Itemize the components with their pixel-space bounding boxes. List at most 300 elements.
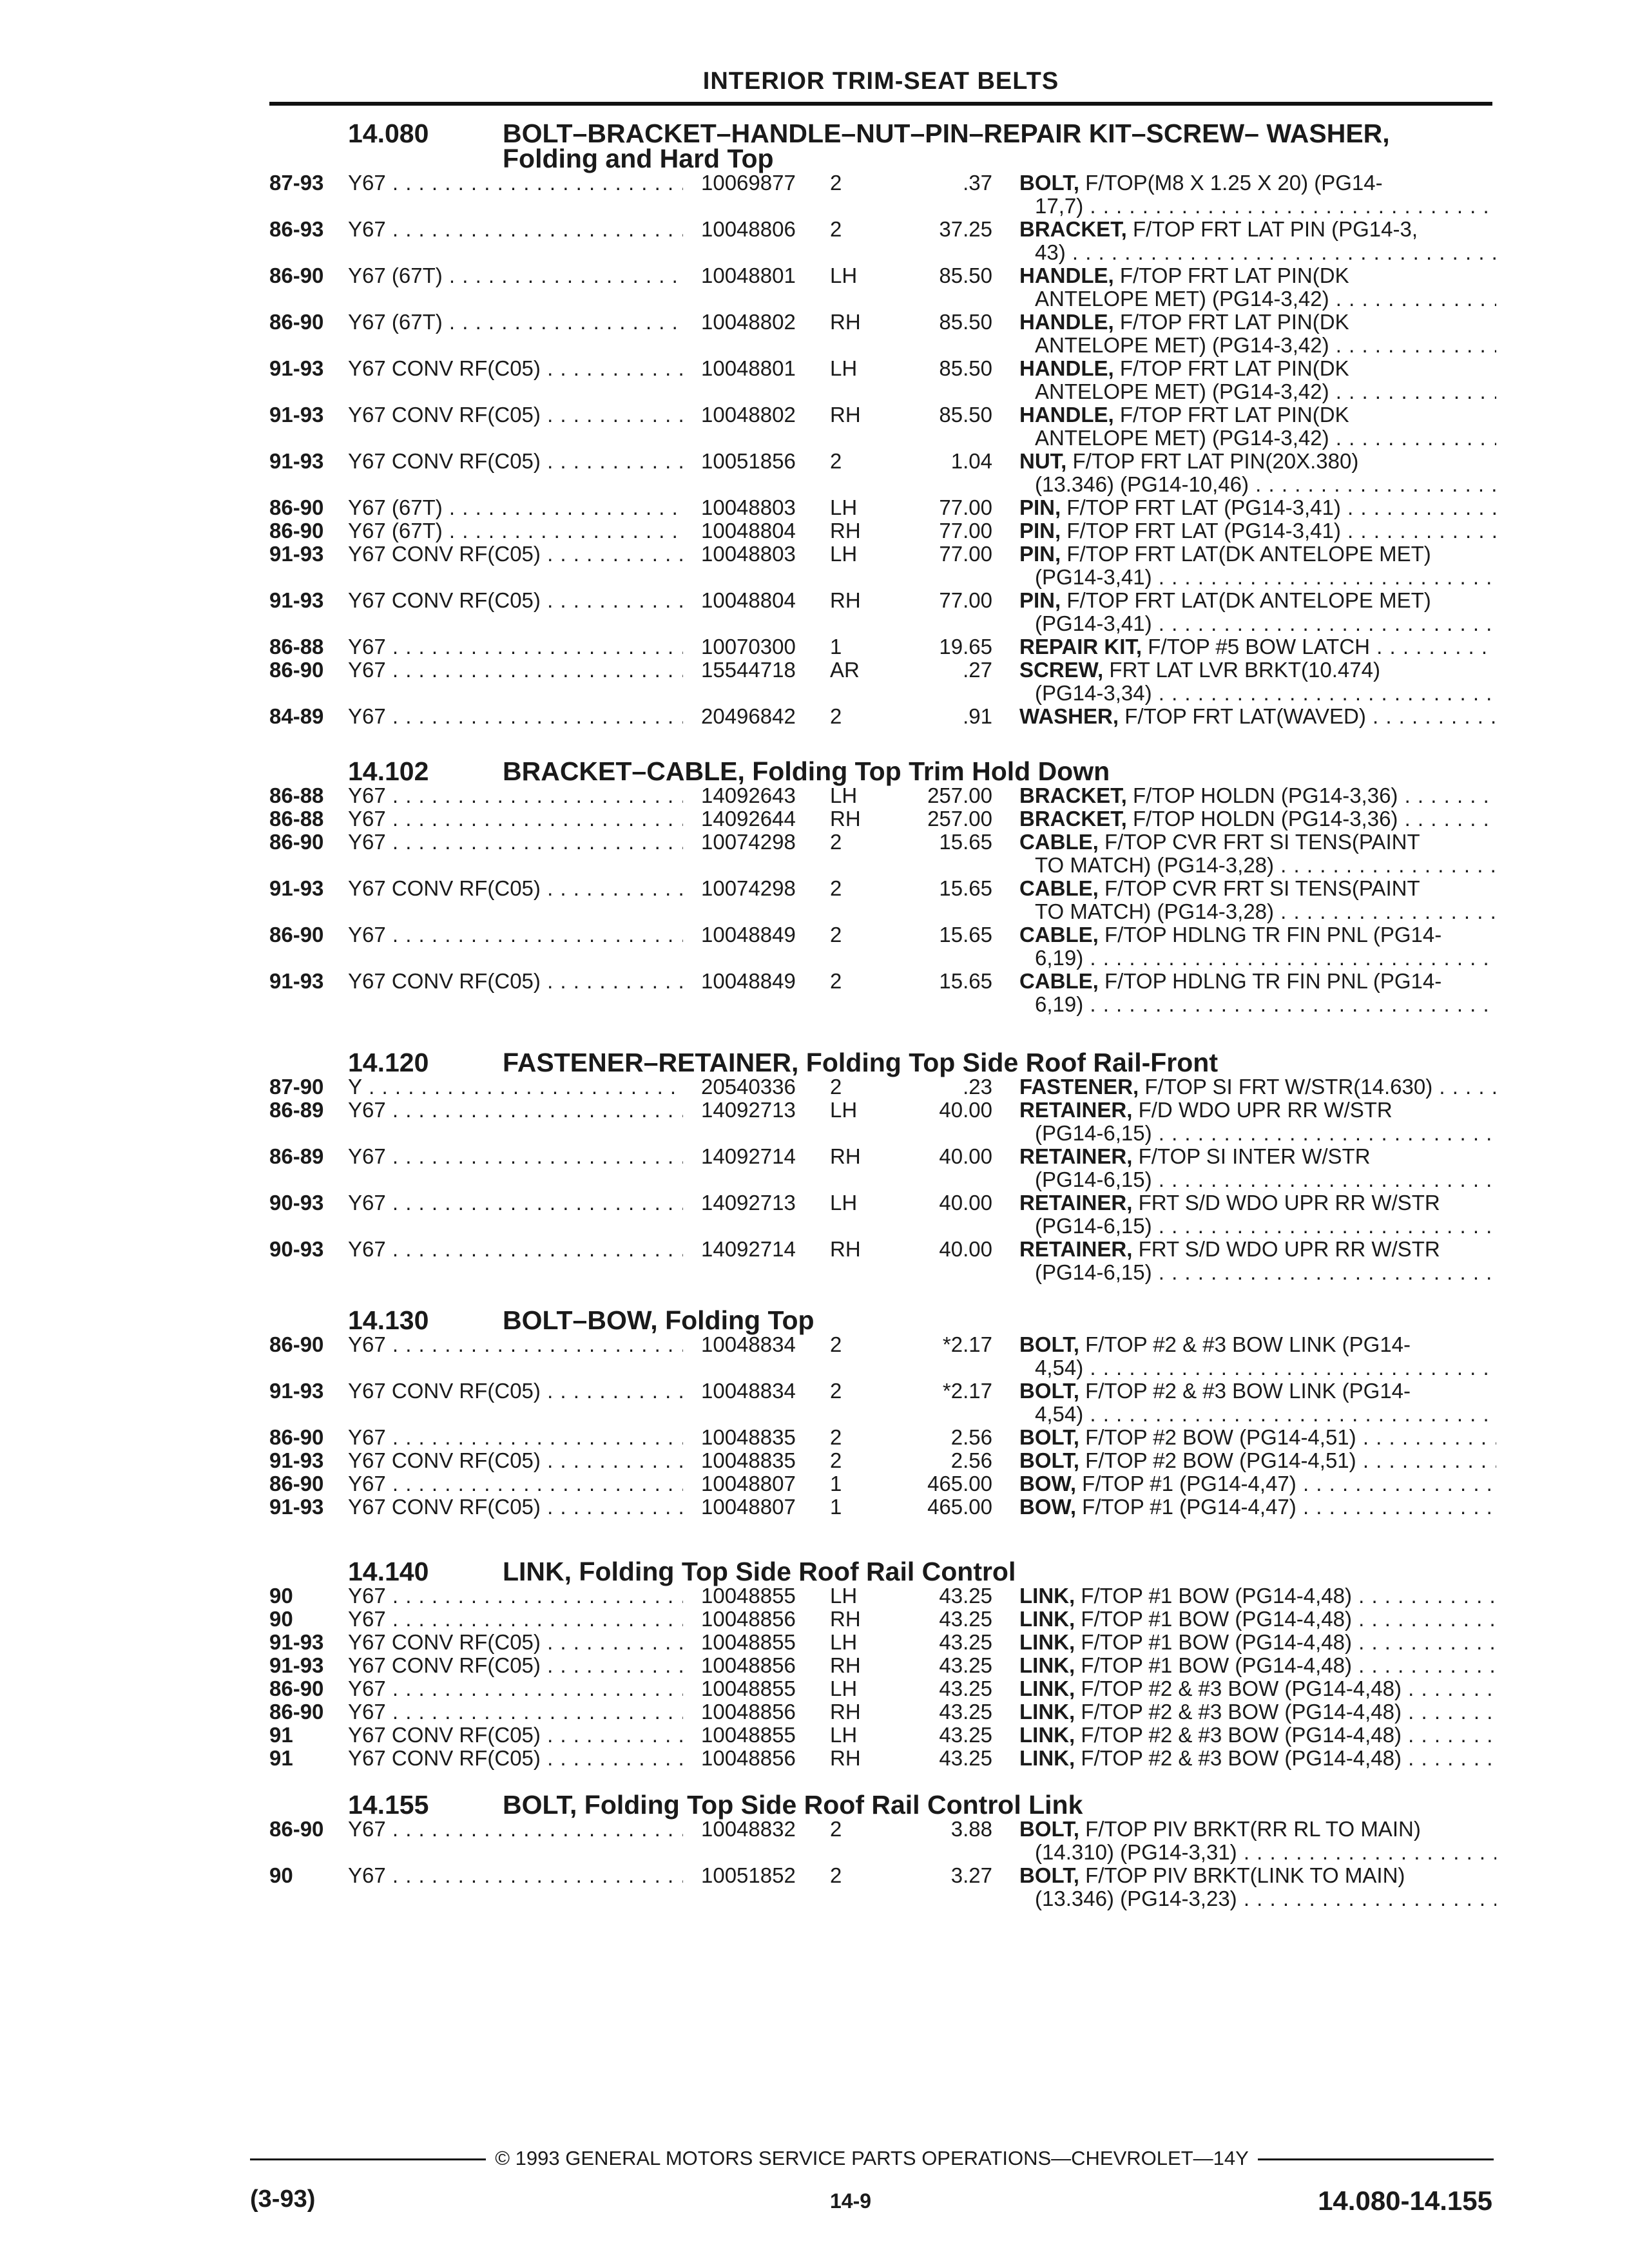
section-number: 14.155 <box>348 1790 429 1820</box>
part-qty: 2 <box>830 171 842 195</box>
part-number: 14092713 <box>701 1098 796 1122</box>
part-model: Y67 . . . <box>348 1700 683 1724</box>
part-detail: F/TOP #1 BOW (PG14-4,48) <box>1081 1654 1352 1677</box>
part-number: 20496842 <box>701 704 796 728</box>
part-price: 1.04 <box>950 449 992 473</box>
description-line <box>1019 496 1496 519</box>
description-line <box>1019 877 1496 900</box>
part-name: LINK, <box>1019 1724 1075 1747</box>
part-row <box>0 877 1629 923</box>
part-detail: F/TOP HOLDN (PG14-3,36) <box>1133 807 1398 831</box>
part-model: Y67 CONV RF(C05) . . . <box>348 1631 683 1654</box>
description-line <box>1019 1584 1496 1608</box>
part-model: Y67 CONV RF(C05) . . . <box>348 450 683 473</box>
footer-copyright <box>250 2146 1494 2171</box>
part-detail: FRT S/D WDO UPR RR W/STR <box>1138 1238 1440 1261</box>
part-price: 85.50 <box>939 310 992 334</box>
part-model: Y67 CONV RF(C05) . . . <box>348 1495 683 1519</box>
part-model: Y67 . . . <box>348 784 683 807</box>
part-detail-continued: 17,7) . . . <box>1019 195 1496 218</box>
part-qty: LH <box>830 1098 858 1122</box>
part-name: LINK, <box>1019 1608 1075 1631</box>
section-number: 14.120 <box>348 1048 429 1077</box>
part-model: Y67 (67T) . . . <box>348 311 683 334</box>
part-name: FASTENER, <box>1019 1075 1139 1099</box>
section-heading <box>348 756 1495 786</box>
part-model: Y67 . . . <box>348 1145 683 1168</box>
part-model: Y67 CONV RF(C05) . . . <box>348 403 683 427</box>
part-qty: 2 <box>830 1425 842 1449</box>
part-price: *2.17 <box>942 1379 992 1403</box>
part-model: Y67 CONV RF(C05) . . . <box>348 543 683 566</box>
part-detail: F/TOP #1 BOW (PG14-4,48) <box>1081 1584 1352 1608</box>
part-model: Y67 . . . <box>348 1864 683 1887</box>
part-qty: LH <box>830 495 858 519</box>
part-name: BOLT, <box>1019 1333 1079 1356</box>
part-model: Y67 . . . <box>348 1238 683 1261</box>
part-price: 85.50 <box>939 356 992 380</box>
part-row <box>0 264 1629 311</box>
part-number: 15544718 <box>701 658 796 682</box>
part-price: 77.00 <box>939 588 992 612</box>
part-row <box>0 635 1629 658</box>
part-detail-continued: ANTELOPE MET) (PG14-3,42) . . . <box>1019 334 1496 357</box>
part-detail: F/TOP FRT LAT PIN(DK <box>1119 311 1349 334</box>
part-description <box>1019 1818 1496 1864</box>
part-detail: F/TOP #5 BOW LATCH <box>1148 635 1370 658</box>
part-name: BOLT, <box>1019 1818 1079 1841</box>
part-year: 86-89 <box>269 1144 324 1168</box>
part-row <box>0 1654 1629 1677</box>
part-description <box>1019 1608 1496 1631</box>
part-detail: F/TOP #1 (PG14-4,47) <box>1082 1472 1296 1495</box>
section-title: LINK, Folding Top Side Roof Rail Control <box>503 1557 1016 1586</box>
part-description <box>1019 1238 1496 1284</box>
part-price: 40.00 <box>939 1098 992 1122</box>
part-description <box>1019 1075 1496 1099</box>
description-line <box>1019 1747 1496 1770</box>
part-qty: RH <box>830 403 861 427</box>
footer-page-number: 14-9 <box>830 2189 872 2213</box>
part-detail: F/TOP #2 & #3 BOW (PG14-4,48) <box>1081 1747 1402 1770</box>
part-qty: 2 <box>830 1817 842 1841</box>
part-price: 15.65 <box>939 969 992 993</box>
part-year: 91-93 <box>269 356 324 380</box>
part-detail: F/TOP FRT LAT (PG14-3,41) <box>1066 496 1341 519</box>
description-line <box>1019 1449 1496 1472</box>
part-name: PIN, <box>1019 519 1061 543</box>
part-detail-continued: (13.346) (PG14-10,46) . . . <box>1019 473 1496 496</box>
part-name: BOW, <box>1019 1495 1076 1519</box>
part-price: 465.00 <box>927 1495 992 1519</box>
part-price: 465.00 <box>927 1472 992 1495</box>
description-line <box>1019 1724 1496 1747</box>
part-name: BOW, <box>1019 1472 1076 1495</box>
part-row <box>0 1075 1629 1099</box>
part-year: 90-93 <box>269 1237 324 1261</box>
part-row <box>0 1584 1629 1608</box>
part-number: 10048856 <box>701 1653 796 1677</box>
part-year: 86-90 <box>269 264 324 287</box>
part-price: .27 <box>963 658 992 682</box>
part-name: PIN, <box>1019 543 1061 566</box>
description-line <box>1019 923 1496 947</box>
part-description <box>1019 1333 1496 1379</box>
part-year: 86-90 <box>269 658 324 682</box>
part-description <box>1019 589 1496 635</box>
part-number: 10048855 <box>701 1584 796 1608</box>
part-year: 91 <box>269 1723 293 1747</box>
part-detail: F/D WDO UPR RR W/STR <box>1138 1099 1393 1122</box>
section-heading <box>348 121 1495 171</box>
part-row <box>0 1333 1629 1379</box>
part-model: Y67 . . . <box>348 923 683 947</box>
description-line <box>1019 450 1496 473</box>
part-row <box>0 1145 1629 1191</box>
part-detail-continued: 6,19) . . . <box>1019 993 1496 1016</box>
part-detail-continued: ANTELOPE MET) (PG14-3,42) . . . <box>1019 427 1496 450</box>
part-number: 10048856 <box>701 1607 796 1631</box>
part-detail-continued: 43) . . . <box>1019 241 1496 264</box>
part-name: BOLT, <box>1019 1449 1079 1472</box>
part-description <box>1019 1677 1496 1700</box>
part-number: 14092713 <box>701 1191 796 1215</box>
part-year: 91-93 <box>269 1448 324 1472</box>
part-model: Y67 . . . <box>348 807 683 831</box>
part-model: Y67 . . . <box>348 705 683 728</box>
part-row <box>0 1631 1629 1654</box>
section-heading <box>348 1559 1495 1584</box>
part-detail: F/TOP FRT LAT (PG14-3,41) <box>1066 519 1341 543</box>
part-year: 86-90 <box>269 495 324 519</box>
part-model: Y67 CONV RF(C05) . . . <box>348 970 683 993</box>
part-qty: RH <box>830 1144 861 1168</box>
part-row <box>0 1472 1629 1495</box>
part-row <box>0 218 1629 264</box>
section-title: FASTENER–RETAINER, Folding Top Side Roof Rail-Front <box>503 1048 1218 1077</box>
part-detail-continued: (14.310) (PG14-3,31) . . . <box>1019 1841 1496 1864</box>
footer-date-code: (3-93) <box>250 2186 316 2213</box>
part-name: HANDLE, <box>1019 311 1114 334</box>
part-detail-continued: (PG14-6,15) . . . <box>1019 1122 1496 1145</box>
part-number: 10048802 <box>701 310 796 334</box>
part-detail-continued: (PG14-3,41) . . . <box>1019 612 1496 635</box>
part-number: 10051856 <box>701 449 796 473</box>
part-price: 2.56 <box>950 1448 992 1472</box>
part-qty: LH <box>830 1191 858 1215</box>
catalog-section <box>0 121 1629 728</box>
part-model: Y67 . . . <box>348 1677 683 1700</box>
description-line <box>1019 1379 1496 1403</box>
part-qty: 2 <box>830 217 842 241</box>
description-line <box>1019 970 1496 993</box>
part-row <box>0 705 1629 728</box>
part-name: CABLE, <box>1019 970 1099 993</box>
part-number: 10048835 <box>701 1425 796 1449</box>
part-year: 86-90 <box>269 519 324 543</box>
description-line <box>1019 218 1496 241</box>
part-price: 43.25 <box>939 1607 992 1631</box>
section-title: BRACKET–CABLE, Folding Top Trim Hold Down <box>503 756 1110 786</box>
part-detail: F/TOP PIV BRKT(LINK TO MAIN) <box>1085 1864 1405 1887</box>
part-description <box>1019 705 1496 728</box>
part-description <box>1019 1191 1496 1238</box>
description-line <box>1019 1075 1496 1099</box>
part-row <box>0 1238 1629 1284</box>
part-model: Y67 . . . <box>348 1191 683 1215</box>
part-description <box>1019 635 1496 658</box>
section-title: BOLT–BOW, Folding Top <box>503 1305 815 1335</box>
part-number: 10051852 <box>701 1863 796 1887</box>
part-model: Y67 . . . <box>348 1584 683 1608</box>
part-name: PIN, <box>1019 496 1061 519</box>
part-number: 10048849 <box>701 923 796 947</box>
part-model: Y67 CONV RF(C05) . . . <box>348 589 683 612</box>
part-number: 10048803 <box>701 542 796 566</box>
part-price: 15.65 <box>939 830 992 854</box>
section-number: 14.130 <box>348 1305 429 1335</box>
part-detail: F/TOP FRT LAT(WAVED) <box>1124 705 1366 728</box>
part-year: 86-90 <box>269 1472 324 1495</box>
part-year: 86-90 <box>269 923 324 947</box>
part-description <box>1019 403 1496 450</box>
description-line <box>1019 1426 1496 1449</box>
part-model: Y67 . . . <box>348 1333 683 1356</box>
part-detail-continued: (13.346) (PG14-3,23) . . . <box>1019 1887 1496 1910</box>
part-description <box>1019 450 1496 496</box>
part-detail: F/TOP #1 BOW (PG14-4,48) <box>1081 1608 1352 1631</box>
part-row <box>0 1099 1629 1145</box>
part-model: Y67 . . . <box>348 1426 683 1449</box>
part-description <box>1019 1379 1496 1426</box>
part-year: 87-93 <box>269 171 324 195</box>
part-name: HANDLE, <box>1019 403 1114 427</box>
part-number: 14092714 <box>701 1144 796 1168</box>
page-title: INTERIOR TRIM-SEAT BELTS <box>269 64 1492 106</box>
part-row <box>0 543 1629 589</box>
part-price: 257.00 <box>927 807 992 831</box>
part-row <box>0 357 1629 403</box>
part-year: 86-90 <box>269 1425 324 1449</box>
part-year: 91-93 <box>269 1630 324 1654</box>
part-detail: F/TOP CVR FRT SI TENS(PAINT <box>1104 831 1420 854</box>
part-number: 10048807 <box>701 1472 796 1495</box>
part-description <box>1019 1584 1496 1608</box>
section-title: BOLT–BRACKET–HANDLE–NUT–PIN–REPAIR KIT–SCREW– WASHER, Folding and Hard Top <box>503 119 1390 173</box>
description-line <box>1019 1677 1496 1700</box>
part-model: Y67 (67T) . . . <box>348 519 683 543</box>
part-detail: F/TOP CVR FRT SI TENS(PAINT <box>1104 877 1420 900</box>
part-row <box>0 496 1629 519</box>
part-detail: F/TOP FRT LAT PIN(DK <box>1119 264 1349 287</box>
description-line <box>1019 635 1496 658</box>
part-qty: 2 <box>830 1379 842 1403</box>
part-detail: F/TOP FRT LAT PIN(DK <box>1119 357 1349 380</box>
part-model: Y67 CONV RF(C05) . . . <box>348 1379 683 1403</box>
part-year: 86-88 <box>269 783 324 807</box>
part-price: 15.65 <box>939 876 992 900</box>
part-qty: RH <box>830 807 861 831</box>
part-number: 10048835 <box>701 1448 796 1472</box>
part-number: 10069877 <box>701 171 796 195</box>
part-description <box>1019 519 1496 543</box>
part-price: 43.25 <box>939 1630 992 1654</box>
part-year: 91 <box>269 1746 293 1770</box>
part-description <box>1019 496 1496 519</box>
description-line <box>1019 1700 1496 1724</box>
part-detail-continued: TO MATCH) (PG14-3,28) . . . <box>1019 900 1496 923</box>
part-year: 86-88 <box>269 807 324 831</box>
part-description <box>1019 784 1496 807</box>
part-number: 10048834 <box>701 1379 796 1403</box>
part-row <box>0 519 1629 543</box>
part-year: 86-90 <box>269 1332 324 1356</box>
part-number: 10070300 <box>701 635 796 658</box>
part-detail: F/TOP(M8 X 1.25 X 20) (PG14- <box>1085 171 1383 195</box>
part-name: BOLT, <box>1019 171 1079 195</box>
part-qty: 2 <box>830 1448 842 1472</box>
part-year: 91-93 <box>269 449 324 473</box>
part-description <box>1019 1099 1496 1145</box>
part-number: 10048855 <box>701 1677 796 1700</box>
part-model: Y67 . . . <box>348 831 683 854</box>
part-description <box>1019 1724 1496 1747</box>
description-line <box>1019 784 1496 807</box>
part-detail-continued: ANTELOPE MET) (PG14-3,42) . . . <box>1019 287 1496 311</box>
part-description <box>1019 171 1496 218</box>
part-model: Y67 . . . <box>348 1472 683 1495</box>
part-detail-continued: (PG14-6,15) . . . <box>1019 1215 1496 1238</box>
catalog-section <box>0 1792 1629 1910</box>
part-description <box>1019 807 1496 831</box>
part-price: .91 <box>963 704 992 728</box>
part-name: CABLE, <box>1019 877 1099 900</box>
part-row <box>0 1700 1629 1724</box>
part-qty: LH <box>830 264 858 287</box>
part-detail-continued: (PG14-3,34) . . . <box>1019 682 1496 705</box>
part-year: 90 <box>269 1607 293 1631</box>
part-year: 91-93 <box>269 1379 324 1403</box>
part-detail: F/TOP FRT LAT(DK ANTELOPE MET) <box>1066 589 1431 612</box>
part-qty: 2 <box>830 1332 842 1356</box>
section-title: BOLT, Folding Top Side Roof Rail Control Link <box>503 1790 1083 1820</box>
part-row <box>0 450 1629 496</box>
description-line <box>1019 1333 1496 1356</box>
part-year: 90 <box>269 1863 293 1887</box>
description-line <box>1019 1864 1496 1887</box>
part-name: BOLT, <box>1019 1379 1079 1403</box>
section-heading <box>348 1050 1495 1075</box>
part-price: 40.00 <box>939 1237 992 1261</box>
part-name: BOLT, <box>1019 1426 1079 1449</box>
part-number: 14092714 <box>701 1237 796 1261</box>
section-number: 14.102 <box>348 756 429 786</box>
part-name: HANDLE, <box>1019 264 1114 287</box>
part-qty: 1 <box>830 1495 842 1519</box>
part-price: 43.25 <box>939 1653 992 1677</box>
part-number: 14092643 <box>701 783 796 807</box>
part-year: 86-90 <box>269 1700 324 1724</box>
part-row <box>0 807 1629 831</box>
part-qty: LH <box>830 1723 858 1747</box>
part-detail: F/TOP HDLNG TR FIN PNL (PG14- <box>1104 923 1442 947</box>
part-price: 37.25 <box>939 217 992 241</box>
part-description <box>1019 218 1496 264</box>
part-qty: LH <box>830 1677 858 1700</box>
part-name: LINK, <box>1019 1677 1075 1700</box>
part-year: 91-93 <box>269 588 324 612</box>
part-number: 10048802 <box>701 403 796 427</box>
part-price: 77.00 <box>939 542 992 566</box>
part-qty: 2 <box>830 830 842 854</box>
part-qty: 2 <box>830 923 842 947</box>
part-number: 10048804 <box>701 519 796 543</box>
part-description <box>1019 658 1496 705</box>
part-qty: RH <box>830 519 861 543</box>
part-description <box>1019 1145 1496 1191</box>
part-qty: 2 <box>830 449 842 473</box>
part-name: BRACKET, <box>1019 218 1127 241</box>
part-model: Y67 CONV RF(C05) . . . <box>348 1654 683 1677</box>
part-price: *2.17 <box>942 1332 992 1356</box>
part-description <box>1019 1495 1496 1519</box>
catalog-section <box>0 756 1629 1016</box>
part-name: NUT, <box>1019 450 1067 473</box>
description-line <box>1019 1099 1496 1122</box>
description-line <box>1019 264 1496 287</box>
part-name: PIN, <box>1019 589 1061 612</box>
part-year: 91-93 <box>269 542 324 566</box>
part-year: 90-93 <box>269 1191 324 1215</box>
part-detail-continued: 4,54) . . . <box>1019 1403 1496 1426</box>
part-model: Y67 . . . <box>348 1608 683 1631</box>
part-year: 84-89 <box>269 704 324 728</box>
part-number: 10074298 <box>701 876 796 900</box>
description-line <box>1019 589 1496 612</box>
part-row <box>0 1495 1629 1519</box>
part-name: LINK, <box>1019 1747 1075 1770</box>
part-model: Y67 . . . <box>348 1818 683 1841</box>
part-year: 90 <box>269 1584 293 1608</box>
part-qty: 2 <box>830 969 842 993</box>
description-line <box>1019 311 1496 334</box>
part-qty: RH <box>830 1700 861 1724</box>
part-price: .37 <box>963 171 992 195</box>
part-description <box>1019 831 1496 877</box>
part-name: RETAINER, <box>1019 1099 1133 1122</box>
part-row <box>0 831 1629 877</box>
part-row <box>0 171 1629 218</box>
copyright-text: © 1993 GENERAL MOTORS SERVICE PARTS OPERATIONS—CHEVROLET—14Y <box>486 2147 1258 2169</box>
part-price: 40.00 <box>939 1144 992 1168</box>
part-detail-continued: TO MATCH) (PG14-3,28) . . . <box>1019 854 1496 877</box>
description-line <box>1019 1608 1496 1631</box>
part-model: Y67 . . . <box>348 171 683 195</box>
part-row <box>0 403 1629 450</box>
part-price: 2.56 <box>950 1425 992 1449</box>
part-year: 91-93 <box>269 403 324 427</box>
description-line <box>1019 1631 1496 1654</box>
part-price: 77.00 <box>939 495 992 519</box>
part-qty: RH <box>830 1653 861 1677</box>
part-qty: LH <box>830 356 858 380</box>
part-qty: 2 <box>830 1863 842 1887</box>
part-name: CABLE, <box>1019 831 1099 854</box>
part-description <box>1019 1700 1496 1724</box>
part-year: 91-93 <box>269 1495 324 1519</box>
description-line <box>1019 831 1496 854</box>
part-model: Y67 CONV RF(C05) . . . <box>348 1449 683 1472</box>
